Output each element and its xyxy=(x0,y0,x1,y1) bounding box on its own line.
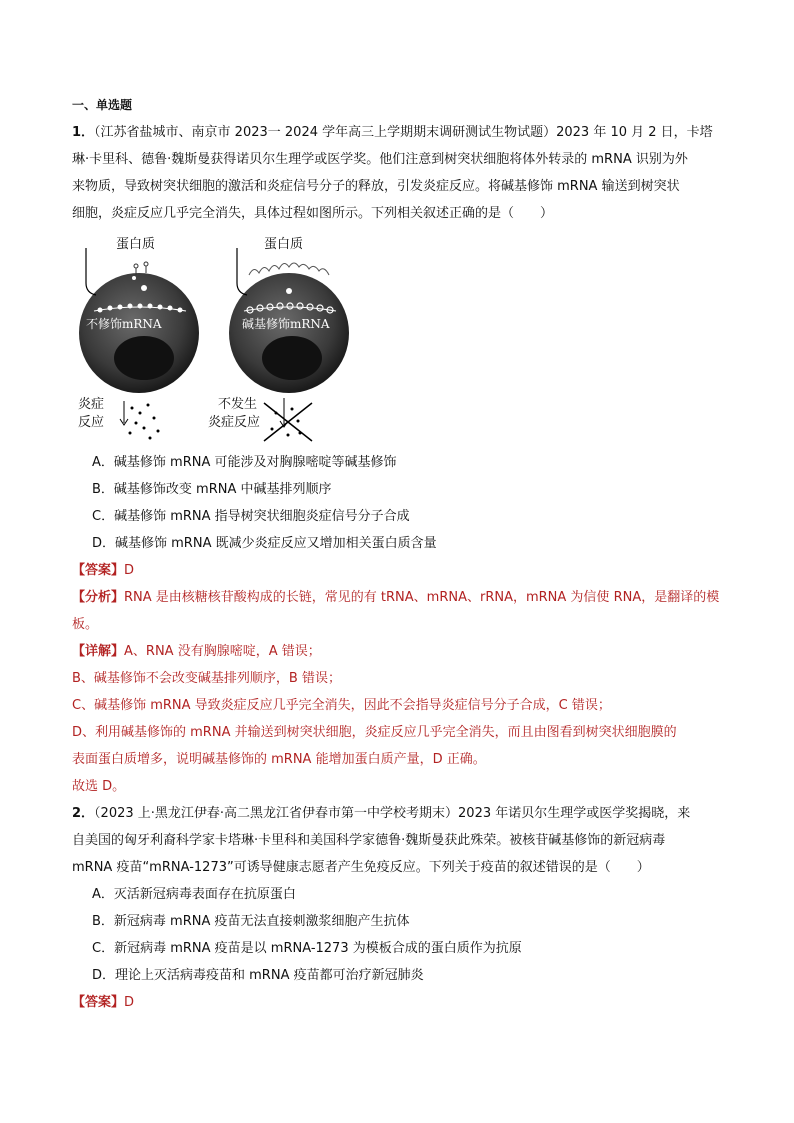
document-page xyxy=(72,96,732,1016)
q1-option-b: B．碱基修饰改变 mRNA 中碱基排列顺序 xyxy=(92,482,332,497)
answer-tag: 【答案】 xyxy=(72,563,125,578)
q1-detail-line-3: C、碱基修饰 mRNA 导致炎症反应几乎完全消失，因此不会指导炎症信号分子合成，C 错误； xyxy=(72,698,611,713)
analysis-tag: 【分析】 xyxy=(72,590,125,605)
q1-conclusion: 故选 D。 xyxy=(72,779,126,794)
question-1 xyxy=(72,119,732,800)
q2-option-d: D．理论上灭活病毒疫苗和 mRNA 疫苗都可治疗新冠肺炎 xyxy=(92,968,424,983)
answer-value: D xyxy=(124,563,135,578)
right-no-reaction xyxy=(264,398,312,441)
q2-stem-line-1: 2．（2023 上·黑龙江伊春·高二黑龙江省伊春市第一中学校考期末）2023 年诺贝尔生理学或医学奖揭晓，来 xyxy=(72,806,691,821)
right-protein-label: 蛋白质 xyxy=(264,237,304,252)
q1-detail-line-2: B、碱基修饰不会改变碱基排列顺序，B 错误； xyxy=(72,671,341,686)
q2-option-c: C．新冠病毒 mRNA 疫苗是以 mRNA-1273 为模板合成的蛋白质作为抗原 xyxy=(92,941,522,956)
q1-stem-line-4: 细胞，炎症反应几乎完全消失，具体过程如图所示。下列相关叙述正确的是（ ） xyxy=(72,206,554,221)
q1-detail-line-1: 【详解】A、RNA 没有胸腺嘧啶，A 错误； xyxy=(72,644,321,659)
q1-number: 1． xyxy=(72,125,95,140)
right-bottom-label-1: 不发生 xyxy=(218,397,258,412)
q2-answer xyxy=(72,989,732,1016)
q2-stem-line-2: 自美国的匈牙利裔科学家卡塔琳·卡里科和美国科学家德鲁·魏斯曼获此殊荣。被核苷碱基修饰的新冠病毒 xyxy=(72,833,666,848)
q1-option-d: D．碱基修饰 mRNA 既减少炎症反应又增加相关蛋白质含量 xyxy=(92,536,437,551)
section-title: 一、单选题 xyxy=(72,98,133,112)
answer-tag: 【答案】 xyxy=(72,995,125,1010)
right-bottom-label-2: 炎症反应 xyxy=(208,415,261,430)
q1-stem-line-2: 琳·卡里科、德鲁·魏斯曼获得诺贝尔生理学或医学奖。他们注意到树突状细胞将体外转录的 mRNA 识别为外 xyxy=(72,152,688,167)
right-mrna-label: 碱基修饰mRNA xyxy=(242,317,330,331)
q1-detail-line-4: D、利用碱基修饰的 mRNA 并输送到树突状细胞，炎症反应几乎完全消失，而且由图看到树突状细胞膜的 xyxy=(72,725,677,740)
left-bottom-label-1: 炎症 xyxy=(78,397,105,412)
q1-analysis-line-2: 板。 xyxy=(72,617,99,632)
q1-option-a: A．碱基修饰 mRNA 可能涉及对胸腺嘧啶等碱基修饰 xyxy=(92,455,397,470)
detail-tag: 【详解】 xyxy=(72,644,125,659)
q1-option-c: C．碱基修饰 mRNA 指导树突状细胞炎症信号分子合成 xyxy=(92,509,410,524)
q2-option-b: B．新冠病毒 mRNA 疫苗无法直接刺激浆细胞产生抗体 xyxy=(92,914,410,929)
question-2 xyxy=(72,800,732,1016)
q2-number: 2． xyxy=(72,806,95,821)
q1-stem-line-1: 1．（江苏省盐城市、南京市 2023一 2024 学年高三上学期期末调研测试生物试题）2023 年 10 月 2 日，卡塔 xyxy=(72,125,713,140)
left-protein-label: 蛋白质 xyxy=(116,237,156,252)
answer-value: D xyxy=(124,995,135,1010)
left-reaction xyxy=(120,401,160,440)
q1-answer xyxy=(72,557,732,584)
left-mrna-label: 不修饰mRNA xyxy=(86,317,162,331)
q1-stem-line-3: 来物质，导致树突状细胞的激活和炎症信号分子的释放，引发炎症反应。将碱基修饰 mRNA 输送到树突状 xyxy=(72,179,680,194)
q1-detail-line-5: 表面蛋白质增多，说明碱基修饰的 mRNA 能增加蛋白质产量，D 正确。 xyxy=(72,752,486,767)
q2-stem-line-3: mRNA 疫苗“mRNA-1273”可诱导健康志愿者产生免疫反应。下列关于疫苗的叙述错误的是（ ） xyxy=(72,860,650,875)
left-bottom-label-2: 反应 xyxy=(78,415,105,430)
q2-option-a: A．灭活新冠病毒表面存在抗原蛋白 xyxy=(92,887,296,902)
q1-analysis-line-1: 【分析】RNA 是由核糖核苷酸构成的长链，常见的有 tRNA、mRNA、rRNA，mRNA 为信使 RNA，是翻译的模 xyxy=(72,590,720,605)
q1-figure xyxy=(74,233,364,443)
